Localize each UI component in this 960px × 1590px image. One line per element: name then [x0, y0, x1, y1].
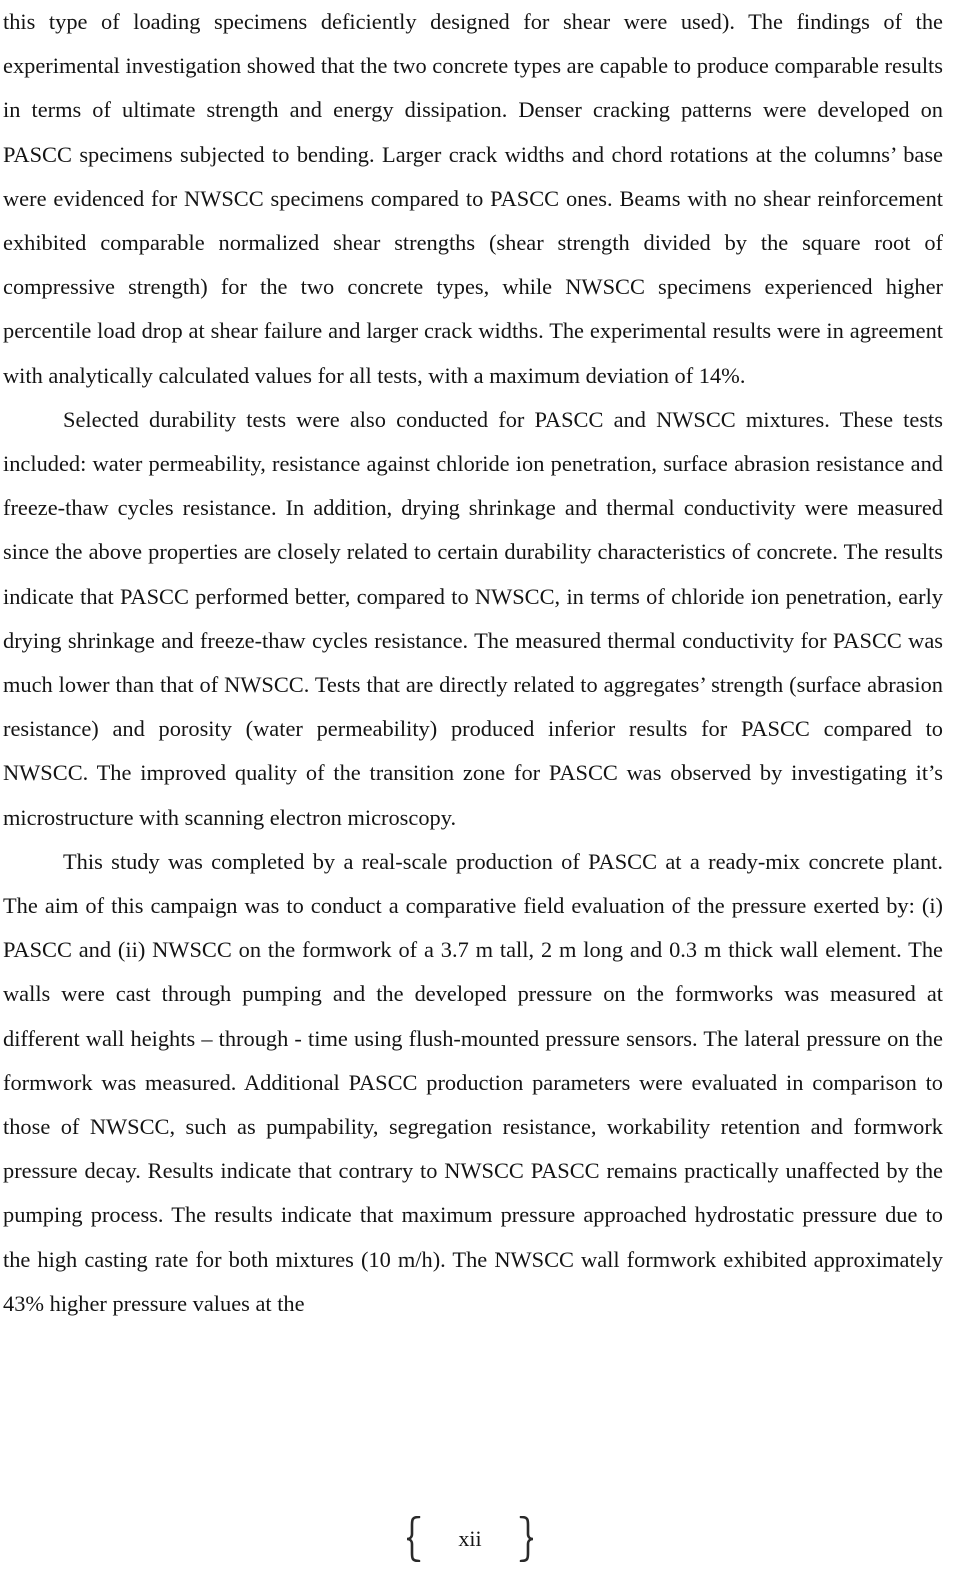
paragraph-2: Selected durability tests were also conducted for PASCC and NWSCC mixtures. These tests included: water permeability, resistance against chloride ion penetration, surface abrasion resistance and freeze-thaw cycles resistance. In addition, drying shrinkage and thermal conductivity were measured since the above properties are closely related to certain durability characteristics of concrete. The results indicate that PASCC performed better, compared to NWSCC, in terms of chloride ion penetration, early drying shrinkage and freeze-thaw cycles resistance. The measured thermal conductivity for PASCC was much lower than that of NWSCC. Tests that are directly related to aggregates’ strength (surface abrasion resistance) and porosity (water permeability) produced inferior results for PASCC compared to NWSCC. The improved quality of the transition zone for PASCC was observed by investigating it’s microstructure with scanning electron microscopy.: [3, 406, 943, 830]
paragraph-3: This study was completed by a real-scale production of PASCC at a ready-mix concrete plant. The aim of this campaign was to conduct a comparative field evaluation of the pressure exerted by: (i) PASCC and (ii) NWSCC on the formwork of a 3.7 m tall, 2 m long and 0.3 m thick wall element. The walls were cast through pumping and the developed pressure on the formworks was measured at different wall heights – through - time using flush-mounted pressure sensors. The lateral pressure on the formwork was measured. Additional PASCC production parameters were evaluated in comparison to those of NWSCC, such as pumpability, segregation resistance, workability retention and formwork pressure decay. Results indicate that contrary to NWSCC PASCC remains practically unaffected by the pumping process. The results indicate that maximum pressure approached hydrostatic pressure due to the high casting rate for both mixtures (10 m/h). The NWSCC wall formwork exhibited approximately 43% higher pressure values at the: [3, 848, 943, 1316]
page-footer: [0, 1512, 960, 1582]
body-text: [3, 0, 943, 1326]
paragraph-1: this type of loading specimens deficiently designed for shear were used). The findings of the experimental investigation showed that the two concrete types are capable to produce comparable results in terms of ultimate strength and energy dissipation. Denser cracking patterns were developed on PASCC specimens subjected to bending. Larger crack widths and chord rotations at the columns’ base were evidenced for NWSCC specimens compared to PASCC ones. Beams with no shear reinforcement exhibited comparable normalized shear strengths (shear strength divided by the square root of compressive strength) for the two concrete types, while NWSCC specimens experienced higher percentile load drop at shear failure and larger crack widths. The experimental results were in agreement with analytically calculated values for all tests, with a maximum deviation of 14%.: [3, 9, 943, 388]
page-number: xii: [458, 1526, 482, 1551]
right-brace-icon: [518, 1516, 534, 1562]
left-brace-icon: [406, 1516, 422, 1562]
